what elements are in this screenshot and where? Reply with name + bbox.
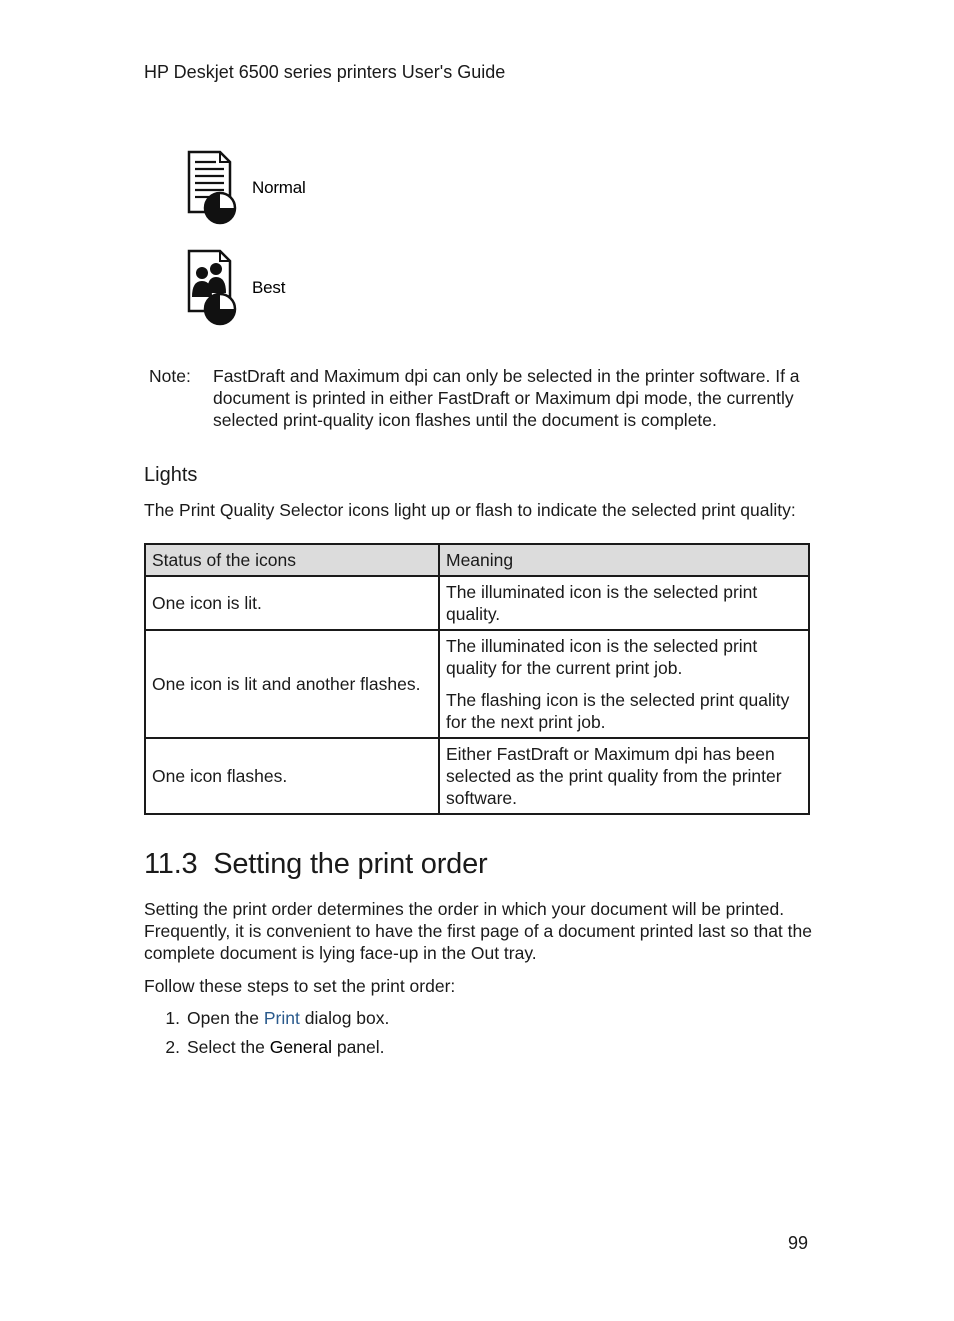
meaning-cell	[439, 630, 809, 738]
table-row	[145, 576, 809, 630]
normal-quality-label: Normal	[252, 178, 306, 197]
table-header-meaning: Meaning	[439, 544, 809, 576]
note-label: Note:	[149, 366, 191, 386]
best-quality-icon	[186, 249, 240, 327]
lights-intro: The Print Quality Selector icons light up or flash to indicate the selected print quality:	[144, 500, 796, 520]
steps-lead: Follow these steps to set the print order:	[144, 976, 456, 996]
print-dialog-link[interactable]: Print	[263, 1008, 300, 1028]
section-title: 11.3 Setting the print order	[144, 848, 488, 880]
meaning-cell	[439, 738, 809, 814]
best-quality-label: Best	[252, 278, 286, 297]
normal-quality-icon	[186, 150, 240, 226]
lights-heading: Lights	[144, 464, 198, 486]
step-text-after: panel.	[331, 1037, 385, 1057]
table-row	[145, 738, 809, 814]
step-text-before: Open the	[187, 1008, 264, 1028]
meaning-text: The flashing icon is the selected print quality for the next print job.	[446, 690, 790, 732]
steps-list	[144, 1007, 389, 1065]
step-text	[180, 1036, 385, 1058]
note-text: FastDraft and Maximum dpi can only be selected in the printer software. If a document is printed in either FastDraft or Maximum dpi mode, the currently selected print-quality icon flashes until the document is complete.	[213, 366, 800, 430]
step-number: 2.	[165, 1037, 180, 1057]
meaning-text: The illuminated icon is the selected print quality for the current print job.	[446, 636, 758, 678]
status-cell: One icon flashes.	[145, 738, 439, 814]
section-intro: Setting the print order determines the order in which your document will be printed. Frequently, it is convenient to have the first page of a document printed last so that the complete document is lying face-up in the Out tray.	[144, 899, 812, 963]
general-panel-term: General	[269, 1037, 332, 1057]
step-text	[180, 1007, 389, 1029]
step-text-after: dialog box.	[299, 1008, 390, 1028]
meaning-text: The illuminated icon is the selected print quality.	[446, 582, 758, 624]
table-row	[145, 630, 809, 738]
best-quality-row	[186, 249, 285, 327]
table-header-status: Status of the icons	[145, 544, 439, 576]
status-cell: One icon is lit and another flashes.	[145, 630, 439, 738]
meaning-cell	[439, 576, 809, 630]
step-number: 1.	[165, 1008, 180, 1028]
normal-quality-row	[186, 150, 306, 226]
list-item	[144, 1007, 389, 1029]
table-header-row	[145, 544, 809, 576]
step-text-before: Select the	[187, 1037, 270, 1057]
lights-table	[144, 543, 810, 815]
running-header: HP Deskjet 6500 series printers User's Guide	[144, 62, 506, 82]
page-number: 99	[788, 1233, 809, 1253]
list-item	[144, 1036, 389, 1058]
status-cell: One icon is lit.	[145, 576, 439, 630]
note	[149, 365, 811, 431]
meaning-text: Either FastDraft or Maximum dpi has been selected as the print quality from the printer software.	[446, 744, 782, 808]
